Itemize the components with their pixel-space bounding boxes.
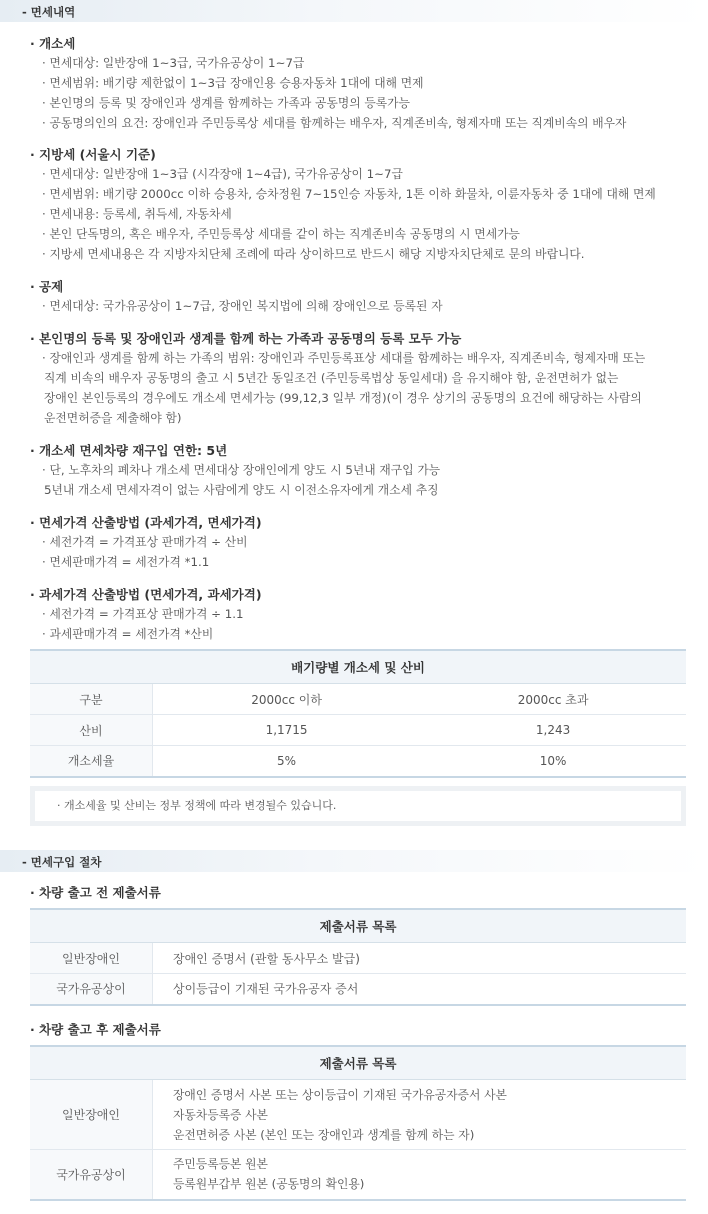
row-label: 개소세율 xyxy=(30,746,153,777)
block-taxed-price-calc xyxy=(30,586,690,644)
section-title: - 면세구입 절차 xyxy=(22,855,102,869)
table-cell: 2000cc 초과 xyxy=(420,684,686,715)
block-line: · 면세내용: 등록세, 취득세, 자동차세 xyxy=(42,207,232,221)
section-title: - 면세내역 xyxy=(22,5,76,19)
row-label: 산비 xyxy=(30,715,153,746)
block-line: · 면세판매가격 = 세전가격 *1.1 xyxy=(42,555,210,569)
block-line: 장애인 본인등록의 경우에도 개소세 면세가능 (99,12,3 일부 개정)(이 경우 상기의 공동명의 요건에 해당하는 사람의 xyxy=(44,391,642,405)
block-line: · 장애인과 생계를 함께 하는 가족의 범위: 장애인과 주민등록표상 세대를 함께하는 배우자, 직계존비속, 형제자매 또는 xyxy=(42,351,646,365)
block-line: · 면세범위: 배기량 제한없이 1~3급 장애인용 승용자동차 1대에 대해 면제 xyxy=(42,76,424,90)
block-excise-tax xyxy=(30,35,690,133)
block-title: · 개소세 면세차량 재구입 연한: 5년 xyxy=(30,443,228,458)
policy-note-text: · 개소세율 및 산비는 정부 정책에 따라 변경될수 있습니다. xyxy=(35,791,681,821)
block-line: · 본인 단독명의, 혹은 배우자, 주민등록상 세대를 같이 하는 직계존비속 공동명의 시 면세가능 xyxy=(42,227,520,241)
block-line: · 면세대상: 국가유공상이 1~7급, 장애인 복지법에 의해 장애인으로 등록된 자 xyxy=(42,299,443,313)
table-cell: 1,1715 xyxy=(153,715,421,746)
table-row xyxy=(30,1150,686,1200)
cell-line: 장애인 증명서 사본 또는 상이등급이 기재된 국가유공자증서 사본 xyxy=(173,1087,507,1102)
block-before-delivery xyxy=(30,884,690,902)
section-header-tax-exemption xyxy=(0,0,708,22)
block-title: · 면세가격 산출방법 (과세가격, 면세가격) xyxy=(30,515,262,530)
table-row xyxy=(30,943,686,974)
block-title: · 지방세 (서울시 기준) xyxy=(30,147,156,162)
row-label: 구분 xyxy=(30,684,153,715)
table-row xyxy=(30,715,686,746)
block-title: · 차량 출고 후 제출서류 xyxy=(30,1022,161,1037)
block-line: 5년내 개소세 면세자격이 없는 사람에게 양도 시 이전소유자에게 개소세 추징 xyxy=(44,483,439,497)
cell-line: 주민등록등본 원본 xyxy=(173,1157,268,1172)
cell-line: 운전면허증 사본 (본인 또는 장애인과 생계를 함께 하는 자) xyxy=(173,1127,475,1142)
block-line: · 본인명의 등록 및 장애인과 생계를 함께하는 가족과 공동명의 등록가능 xyxy=(42,96,410,110)
table-cell: 10% xyxy=(420,746,686,777)
block-title: · 과세가격 산출방법 (면세가격, 과세가격) xyxy=(30,587,262,602)
block-line: · 공동명의인의 요건: 장애인과 주민등록상 세대를 함께하는 배우자, 직계존비속, 형제자매 또는 직계비속의 배우자 xyxy=(42,116,627,130)
table-cell xyxy=(153,1150,687,1200)
block-title: · 본인명의 등록 및 장애인과 생계를 함께 하는 가족과 공동명의 등록 모두 가능 xyxy=(30,331,462,346)
table-caption: 제출서류 목록 xyxy=(30,1046,686,1080)
after-delivery-table xyxy=(30,1045,686,1201)
block-repurchase xyxy=(30,442,690,500)
row-label: 국가유공상이 xyxy=(30,974,153,1005)
cell-line: 자동차등록증 사본 xyxy=(173,1107,268,1122)
before-delivery-table xyxy=(30,908,686,1006)
block-line: · 면세대상: 일반장애 1~3급 (시각장애 1~4급), 국가유공상이 1~7급 xyxy=(42,167,403,181)
table-cell: 장애인 증명서 (관할 동사무소 발급) xyxy=(153,943,687,974)
table-cell: 5% xyxy=(153,746,421,777)
block-title: · 차량 출고 전 제출서류 xyxy=(30,885,161,900)
block-local-tax xyxy=(30,146,690,264)
row-label: 일반장애인 xyxy=(30,1080,153,1150)
table-row xyxy=(30,746,686,777)
block-co-ownership xyxy=(30,330,690,428)
block-title: · 개소세 xyxy=(30,36,76,51)
block-exempt-price-calc xyxy=(30,514,690,572)
table-row xyxy=(30,974,686,1005)
block-deduction xyxy=(30,278,690,316)
table-row xyxy=(30,684,686,715)
table-cell: 상이등급이 기재된 국가유공자 증서 xyxy=(153,974,687,1005)
table-caption: 제출서류 목록 xyxy=(30,909,686,943)
table-cell: 1,243 xyxy=(420,715,686,746)
block-line: · 세전가격 = 가격표상 판매가격 ÷ 산비 xyxy=(42,535,248,549)
block-line: · 면세대상: 일반장애 1~3급, 국가유공상이 1~7급 xyxy=(42,56,305,70)
block-line: · 과세판매가격 = 세전가격 *산비 xyxy=(42,627,214,641)
block-line: · 세전가격 = 가격표상 판매가격 ÷ 1.1 xyxy=(42,607,244,621)
row-label: 국가유공상이 xyxy=(30,1150,153,1200)
table-cell: 2000cc 이하 xyxy=(153,684,421,715)
block-after-delivery xyxy=(30,1021,690,1039)
row-label: 일반장애인 xyxy=(30,943,153,974)
block-line: · 단, 노후차의 폐차나 개소세 면세대상 장애인에게 양도 시 5년내 재구입 가능 xyxy=(42,463,441,477)
block-line: 직계 비속의 배우자 공동명의 출고 시 5년간 동일조건 (주민등록법상 동일세대) 을 유지해야 함, 운전면허가 없는 xyxy=(44,371,619,385)
table-caption: 배기량별 개소세 및 산비 xyxy=(30,650,686,684)
block-line: · 지방세 면세내용은 각 지방자치단체 조례에 따라 상이하므로 반드시 해당 지방자치단체로 문의 바랍니다. xyxy=(42,247,585,261)
table-cell xyxy=(153,1080,687,1150)
block-line: · 면세범위: 배기량 2000cc 이하 승용차, 승차정원 7~15인승 자동차, 1톤 이하 화물차, 이륜자동차 중 1대에 대해 면제 xyxy=(42,187,656,201)
block-line: 운전면허증을 제출해야 함) xyxy=(44,411,182,425)
section-header-purchase-procedure xyxy=(0,850,708,872)
block-title: · 공제 xyxy=(30,279,64,294)
policy-note-box xyxy=(30,786,686,826)
cell-line: 등록원부갑부 원본 (공동명의 확인용) xyxy=(173,1177,365,1192)
displacement-tax-table xyxy=(30,649,686,778)
table-row xyxy=(30,1080,686,1150)
